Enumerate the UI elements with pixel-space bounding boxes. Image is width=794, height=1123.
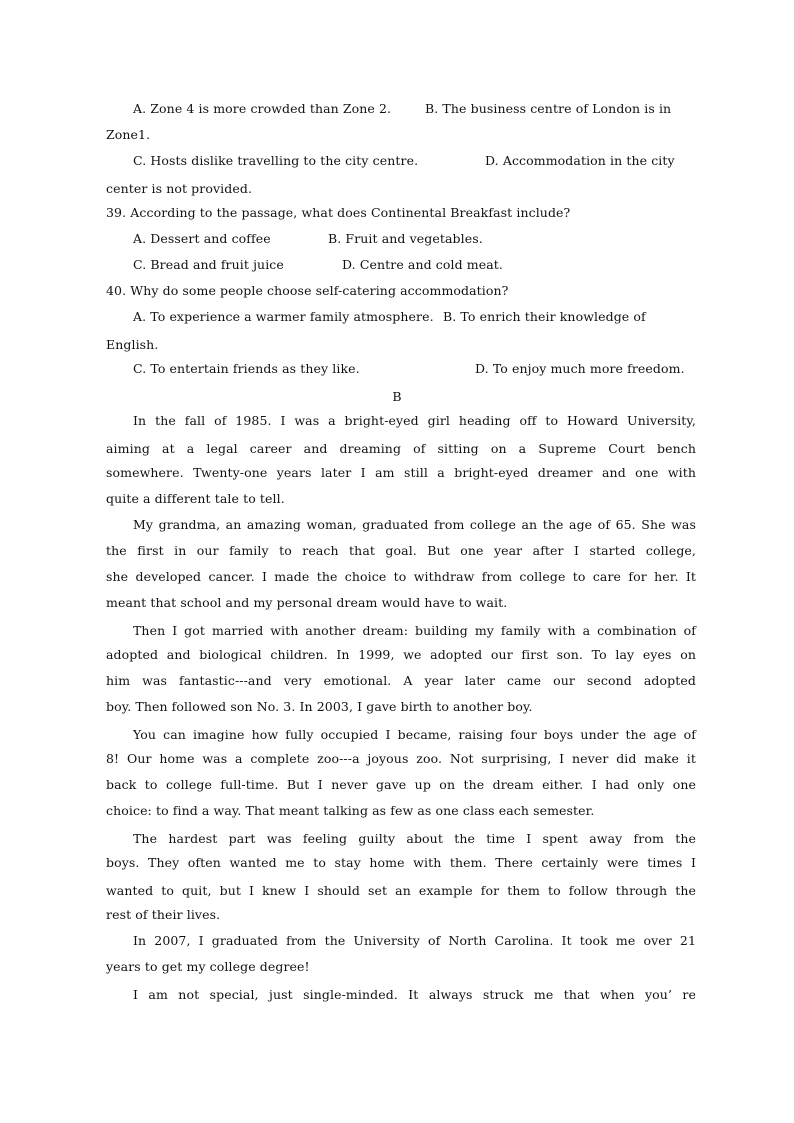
passage-line: In the fall of 1985. I was a bright-eyed girl heading off to Howard University, bbox=[133, 413, 696, 428]
passage-line: she developed cancer. I made the choice to withdraw from college to care for her. It bbox=[106, 569, 696, 584]
passage-line: him was fantastic---and very emotional. A year later came our second adopted bbox=[106, 673, 696, 688]
passage-line: Then I got married with another dream: building my family with a combination of bbox=[133, 623, 696, 638]
q39-option-b: B. Fruit and vegetables. bbox=[328, 231, 483, 246]
passage-line: My grandma, an amazing woman, graduated from college an the age of 65. She was bbox=[133, 517, 696, 532]
passage-line: somewhere. Twenty-one years later I am still a bright-eyed dreamer and one with bbox=[106, 465, 696, 480]
passage-line: the first in our family to reach that goal. But one year after I started college, bbox=[106, 543, 696, 558]
q39-option-d: D. Centre and cold meat. bbox=[342, 257, 503, 272]
passage-line: meant that school and my personal dream would have to wait. bbox=[106, 595, 508, 610]
passage-line: You can imagine how fully occupied I became, raising four boys under the age of bbox=[133, 727, 696, 742]
q40-option-a: A. To experience a warmer family atmosphere. bbox=[133, 309, 434, 324]
passage-line: rest of their lives. bbox=[106, 907, 221, 922]
passage-line: boys. They often wanted me to stay home with them. There certainly were times I bbox=[106, 855, 696, 870]
q40-option-d: D. To enjoy much more freedom. bbox=[475, 361, 685, 376]
passage-line: The hardest part was feeling guilty about the time I spent away from the bbox=[133, 831, 696, 846]
q40-option-b: B. To enrich their knowledge of bbox=[443, 309, 646, 324]
q40-option-c: C. To entertain friends as they like. bbox=[133, 361, 360, 376]
q40-option-b-cont: English. bbox=[106, 337, 159, 352]
passage-line: In 2007, I graduated from the University of North Carolina. It took me over 21 bbox=[133, 933, 696, 948]
passage-line: boy. Then followed son No. 3. In 2003, I gave birth to another boy. bbox=[106, 699, 533, 714]
q38-option-a: A. Zone 4 is more crowded than Zone 2. bbox=[133, 101, 392, 116]
q39-option-c: C. Bread and fruit juice bbox=[133, 257, 284, 272]
passage-line: years to get my college degree! bbox=[106, 959, 310, 974]
passage-line: 8! Our home was a complete zoo---a joyous zoo. Not surprising, I never did make it bbox=[106, 751, 696, 766]
section-heading: B bbox=[392, 389, 402, 404]
passage-line: aiming at a legal career and dreaming of sitting on a Supreme Court bench bbox=[106, 441, 696, 456]
q39-question: 39. According to the passage, what does Continental Breakfast include? bbox=[106, 205, 571, 220]
q38-option-b: B. The business centre of London is in bbox=[425, 101, 672, 116]
passage-line: quite a different tale to tell. bbox=[106, 491, 285, 506]
passage-line: adopted and biological children. In 1999, we adopted our first son. To lay eyes on bbox=[106, 647, 696, 662]
passage-line: wanted to quit, but I knew I should set an example for them to follow through the bbox=[106, 883, 696, 898]
passage-line: I am not special, just single-minded. It always struck me that when you’ re bbox=[133, 987, 696, 1002]
passage-line: choice: to find a way. That meant talking as few as one class each semester. bbox=[106, 803, 595, 818]
q40-question: 40. Why do some people choose self-catering accommodation? bbox=[106, 283, 509, 298]
q38-option-d-cont: center is not provided. bbox=[106, 181, 253, 196]
q39-option-a: A. Dessert and coffee bbox=[133, 231, 271, 246]
q38-option-c: C. Hosts dislike travelling to the city centre. bbox=[133, 153, 419, 168]
passage-line: back to college full-time. But I never gave up on the dream either. I had only one bbox=[106, 777, 696, 792]
q38-option-d: D. Accommodation in the city bbox=[485, 153, 675, 168]
q38-option-b-cont: Zone1. bbox=[106, 127, 151, 142]
